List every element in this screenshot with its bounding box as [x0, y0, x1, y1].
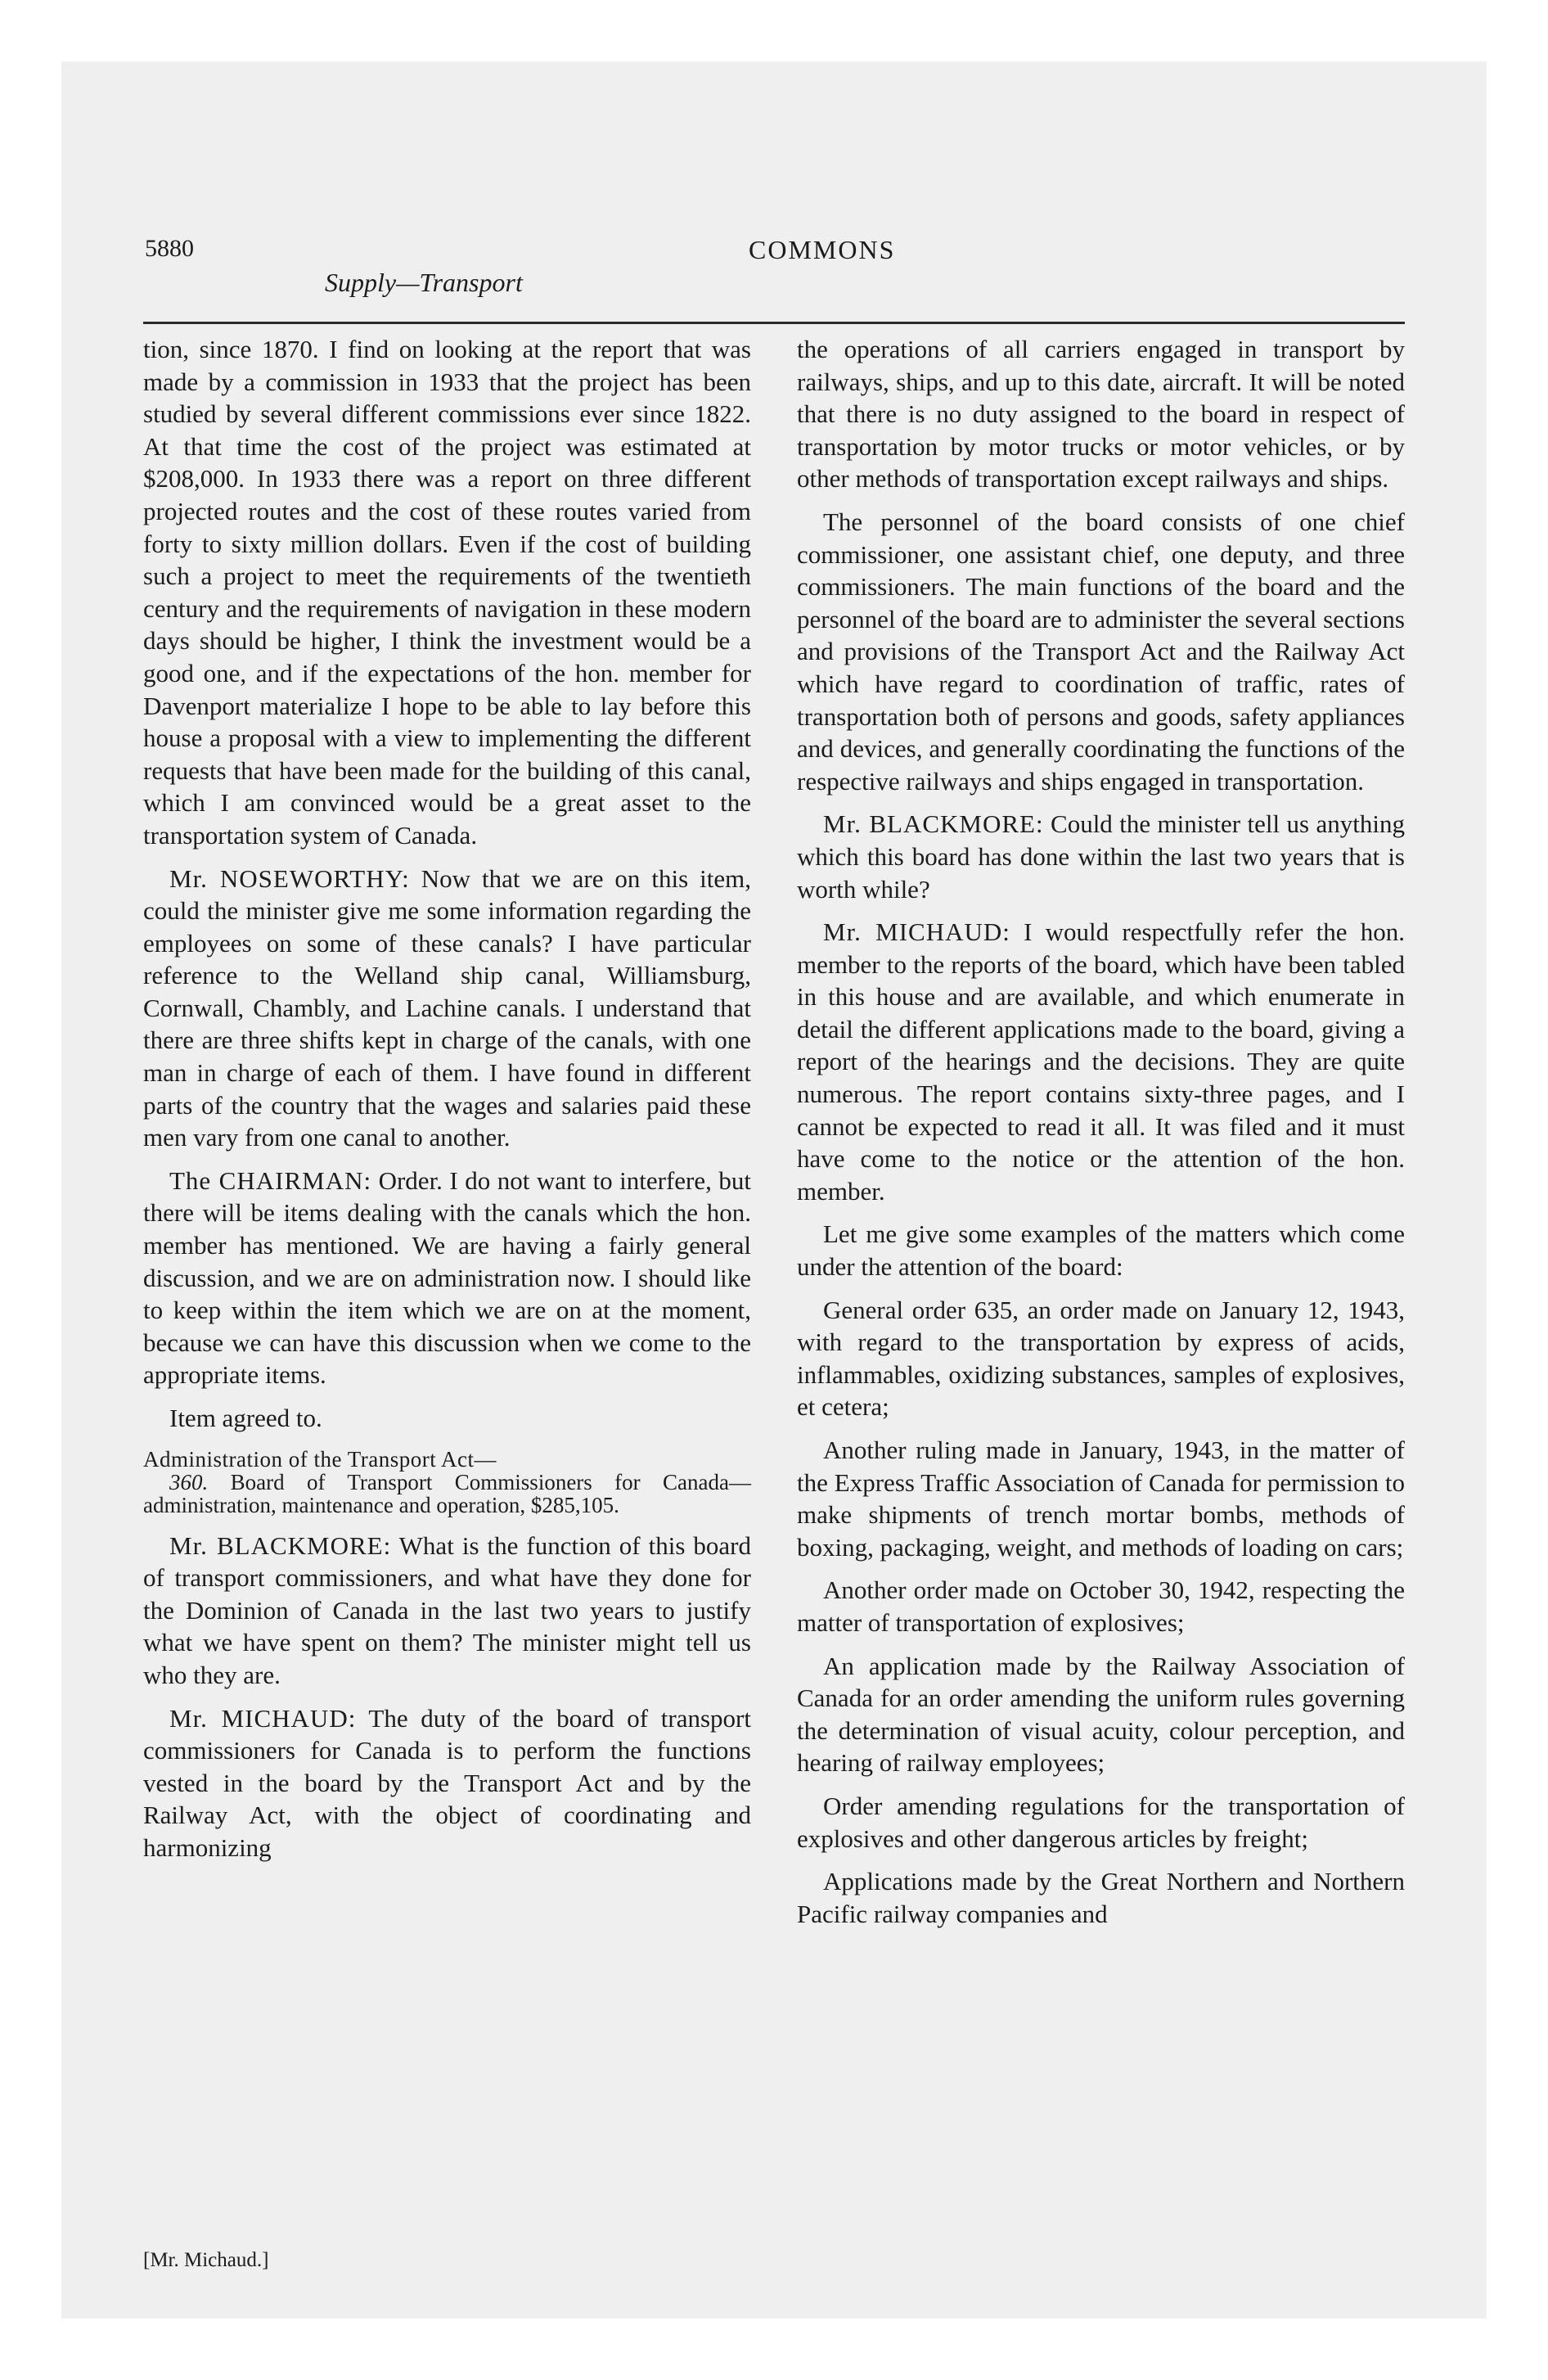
speech-paragraph [143, 1165, 751, 1391]
paragraph: Let me give some examples of the matters which come under the attention of the board: [797, 1219, 1405, 1282]
paragraph: General order 635, an order made on January 12, 1943, with regard to the transportation by express of acids, inflammables, oxidizing substances, samples of explosives, et cetera; [797, 1295, 1405, 1422]
speaker-name: Mr. MICHAUD: [823, 917, 1010, 947]
speaker-name: Mr. MICHAUD: [169, 1703, 357, 1733]
paragraph: The personnel of the board consists of one chief commissioner, one assistant chief, one deputy, and three commissioners. The main functions of the board and the personnel of the board are to administer the several sections and provisions of the Transport Act and the Railway Act which have regard to coordination of traffic, rates of transportation both of persons and goods, safety appliances and devices, and generally coordinating the functions of the respective railways and ships engaged in transportation. [797, 507, 1405, 796]
item-number: 360. [169, 1469, 209, 1494]
paragraph: the operations of all carriers engaged in transport by railways, ships, and up to this date, aircraft. It will be noted that there is no duty assigned to the board in respect of transportation by motor trucks or motor vehicles, or by other methods of transportation except railways and ships. [797, 335, 1405, 494]
left-column [143, 333, 751, 1875]
right-column [797, 333, 1405, 1941]
paragraph: Another order made on October 30, 1942, respecting the matter of transportation of explosives; [797, 1575, 1405, 1637]
speech-text: Could the minister tell us anything which this board has done within the last two years that is worth while? [797, 809, 1406, 904]
speech-paragraph [143, 1702, 751, 1864]
item-detail [143, 1471, 751, 1517]
speech-paragraph [143, 1530, 751, 1692]
speech-text: What is the function of this board of transport commissioners, and what have they done for the Dominion of Canada in the last two years to justify what we have spent on them? The minister might tell us who they are. [143, 1530, 751, 1689]
speaker-footer: [Mr. Michaud.] [143, 2249, 269, 2271]
paragraph: Applications made by the Great Northern and Northern Pacific railway companies and [797, 1867, 1405, 1928]
section-title: Supply—Transport [325, 268, 523, 297]
hansard-page [143, 176, 1405, 2304]
speech-paragraph [797, 808, 1405, 905]
speaker-name: Mr. BLACKMORE: [169, 1530, 392, 1560]
item-heading: Administration of the Transport Act— [143, 1446, 497, 1472]
speaker-name: The CHAIRMAN: [169, 1165, 372, 1195]
speech-text: The duty of the board of transport commissioners for Canada is to perform the functions vested in the board by the Transport Act and by the Railway Act, with the object of coordinating and harmonizing [143, 1703, 751, 1862]
estimate-item [143, 1448, 751, 1517]
paragraph: Order amending regulations for the transportation of explosives and other dangerous articles by freight; [797, 1791, 1405, 1853]
page-number: 5880 [145, 235, 194, 262]
item-description: Board of Transport Commissioners for Canada—administration, maintenance and operation, $285,105. [143, 1469, 752, 1517]
speech-text: Now that we are on this item, could the minister give me some information regarding the employees on some of these canals? I have particular reference to the Welland ship canal, Williamsburg, Cornwall, Chambly, and Lachine canals. I understand that there are three shifts kept in charge of the canals, with one man in charge of each of them. I have found in different parts of the country that the wages and salaries paid these men vary from one canal to another. [143, 863, 752, 1152]
scanned-page [61, 61, 1487, 2319]
journal-title: COMMONS [749, 235, 896, 264]
paragraph: Item agreed to. [169, 1404, 322, 1432]
speaker-name: Mr. BLACKMORE: [823, 809, 1044, 839]
paragraph: An application made by the Railway Association of Canada for an order amending the uniform rules governing the determination of visual acuity, colour perception, and hearing of railway employees; [797, 1651, 1405, 1778]
speaker-name: Mr. NOSEWORTHY: [169, 863, 410, 893]
page-header [143, 235, 1405, 300]
header-rule [143, 322, 1405, 324]
speech-text: Order. I do not want to interfere, but there will be items dealing with the canals which the hon. member has mentioned. We are having a fairly general discussion, and we are on administration now. I should like to keep within the item which we are on at the moment, because we can have this discussion when we come to the appropriate items. [143, 1165, 751, 1390]
speech-paragraph [797, 916, 1405, 1207]
paragraph: tion, since 1870. I find on looking at the report that was made by a commission in 1933 that the project has been studied by several different commissions ever since 1822. At that time the cost of the project was estimated at $208,000. In 1933 there was a report on three different projected routes and the cost of these routes varied from forty to sixty million dollars. Even if the cost of building such a project to meet the requirements of the twentieth century and the requirements of navigation in these modern days should be higher, I think the investment would be a good one, and if the expectations of the hon. member for Davenport materialize I hope to be able to lay before this house a proposal with a view to implementing the different requests that have been made for the building of this canal, which I am convinced would be a great asset to the transportation system of Canada. [143, 335, 751, 850]
speech-paragraph [143, 863, 751, 1154]
speech-text: I would respectfully refer the hon. member to the reports of the board, which have been tabled in this house and are available, and which enumerate in detail the different applications made to the board, giving a report of the hearings and the decisions. They are quite numerous. The report contains sixty-three pages, and I cannot be expected to read it all. It was filed and it must have come to the notice or the attention of the hon. member. [797, 917, 1406, 1206]
paragraph: Another ruling made in January, 1943, in the matter of the Express Traffic Association of Canada for permission to make shipments of trench mortar bombs, methods of boxing, packaging, weight, and methods of loading on cars; [797, 1436, 1405, 1562]
